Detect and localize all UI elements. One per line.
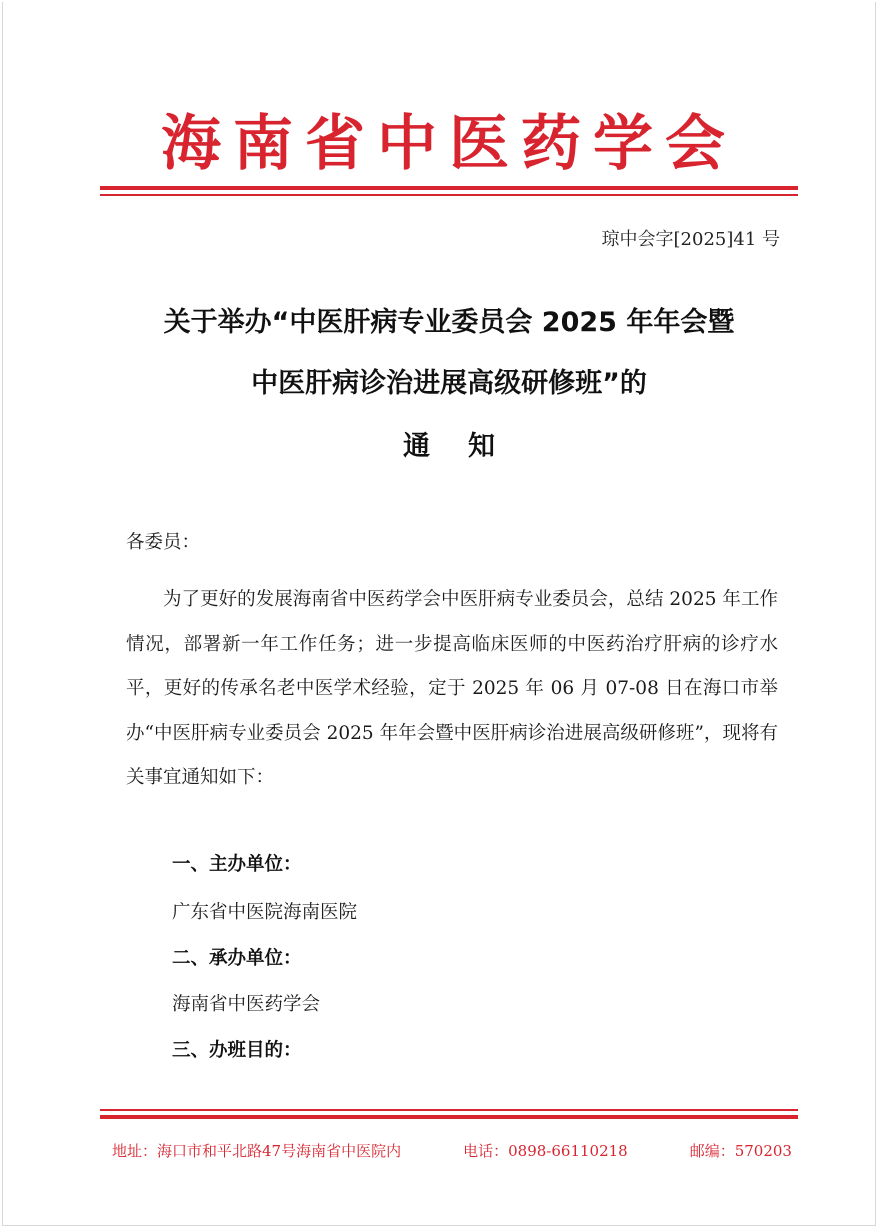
- footer-rule-thick: [100, 1115, 798, 1119]
- section-heading-host: 二、承办单位：: [172, 948, 302, 969]
- letterhead-title: 海南省中医药学会: [161, 109, 737, 179]
- title-notice: 通知: [403, 431, 533, 462]
- body-paragraph: 为了更好的发展海南省中医药学会中医肝病专业委员会，总结 2025 年工作情况，部署新一年工作任务；进一步提高临床医师的中医药治疗肝病的诊疗水平，更好的传承名老中医学术经验，定于 2025 年 06 月 07-08 日在海口市举办“中医肝病专业委员会 2025 年年会暨中医肝病诊治进展高级研修班”，现将有关事宜通知如下：: [126, 589, 778, 788]
- section-heading-organizer: 一、主办单位：: [172, 854, 302, 875]
- document-number: 琼中会字[2025]41 号: [601, 229, 780, 250]
- letterhead-rule-thin: [100, 194, 798, 196]
- letterhead-rule-thick: [100, 186, 798, 190]
- title-line-1: 关于举办“中医肝病专业委员会 2025 年年会暨: [163, 307, 735, 338]
- footer-rule-thin: [100, 1109, 798, 1111]
- footer: [112, 1140, 792, 1161]
- section-content-host: 海南省中医药学会: [172, 994, 321, 1015]
- footer-postcode: 邮编：570203: [689, 1142, 792, 1160]
- section-content-organizer: 广东省中医院海南医院: [172, 902, 358, 923]
- salutation: 各委员：: [126, 532, 201, 553]
- title-line-2: 中医肝病诊治进展高级研修班”的: [251, 368, 647, 399]
- footer-phone: 电话：0898-66110218: [463, 1142, 628, 1160]
- section-heading-purpose: 三、办班目的：: [172, 1040, 302, 1061]
- footer-address: 地址：海口市和平北路47号海南省中医院内: [112, 1142, 402, 1160]
